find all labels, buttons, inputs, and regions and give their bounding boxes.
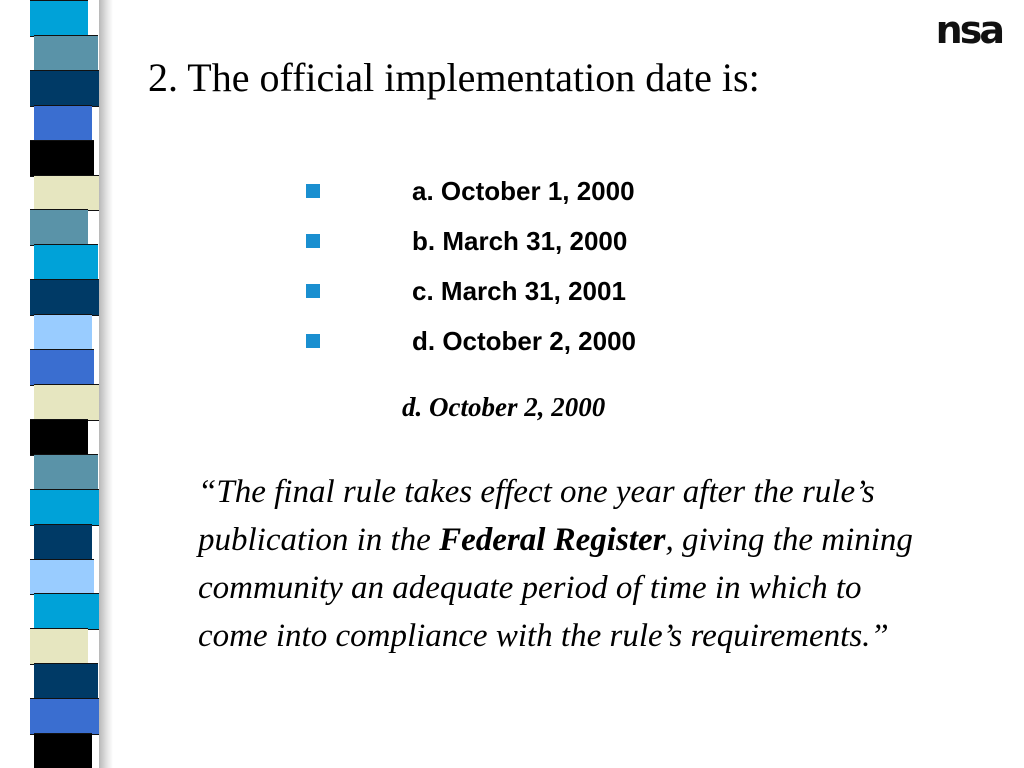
slide-title: 2. The official implementation date is: [148,55,760,100]
option-b-label: b. March 31, 2000 [412,225,628,256]
stripe-band [34,593,102,630]
stripe-band [30,0,88,37]
stripe-band [34,314,92,351]
stripe-band [34,524,92,561]
square-bullet-icon [306,234,320,248]
decorative-stripe [30,0,102,768]
stripe-band [30,698,100,735]
stripe-band [34,175,102,212]
square-bullet-icon [306,284,320,298]
option-c-label: c. March 31, 2001 [412,275,626,306]
nsa-logo: nsa [935,8,1002,52]
stripe-band [34,384,102,421]
stripe-band [34,454,98,491]
rule-quote [198,468,938,660]
square-bullet-icon [306,184,320,198]
square-bullet-icon [306,334,320,348]
stripe-band [30,209,88,246]
stripe-band [30,489,100,526]
quote-text-start: “The final rule takes effect one year after the rule’s publication in the [198,474,875,558]
option-a [306,166,636,216]
stripe-band [30,140,94,177]
stripe-band [30,628,88,665]
stripe-band [30,419,88,456]
stripe-band [30,559,94,596]
answer-options-list [306,166,636,366]
option-c [306,266,636,316]
option-b [306,216,636,266]
stripe-band [30,70,100,107]
stripe-band [34,35,98,72]
option-d [306,316,636,366]
option-d-label: d. October 2, 2000 [412,325,636,356]
option-a-label: a. October 1, 2000 [412,175,635,206]
stripe-band [34,663,98,700]
stripe-band [34,105,92,142]
quote-text-end: , giving the mining community an adequate period of time in which to come into compliance with the rule’s requirements.” [198,522,913,654]
quote-emphasis: Federal Register [439,522,666,558]
correct-answer: d. October 2, 2000 [402,392,606,422]
stripe-shadow [99,0,113,768]
stripe-band [34,733,92,768]
stripe-band [30,279,100,316]
stripe-band [30,349,94,386]
stripe-band [34,244,98,281]
